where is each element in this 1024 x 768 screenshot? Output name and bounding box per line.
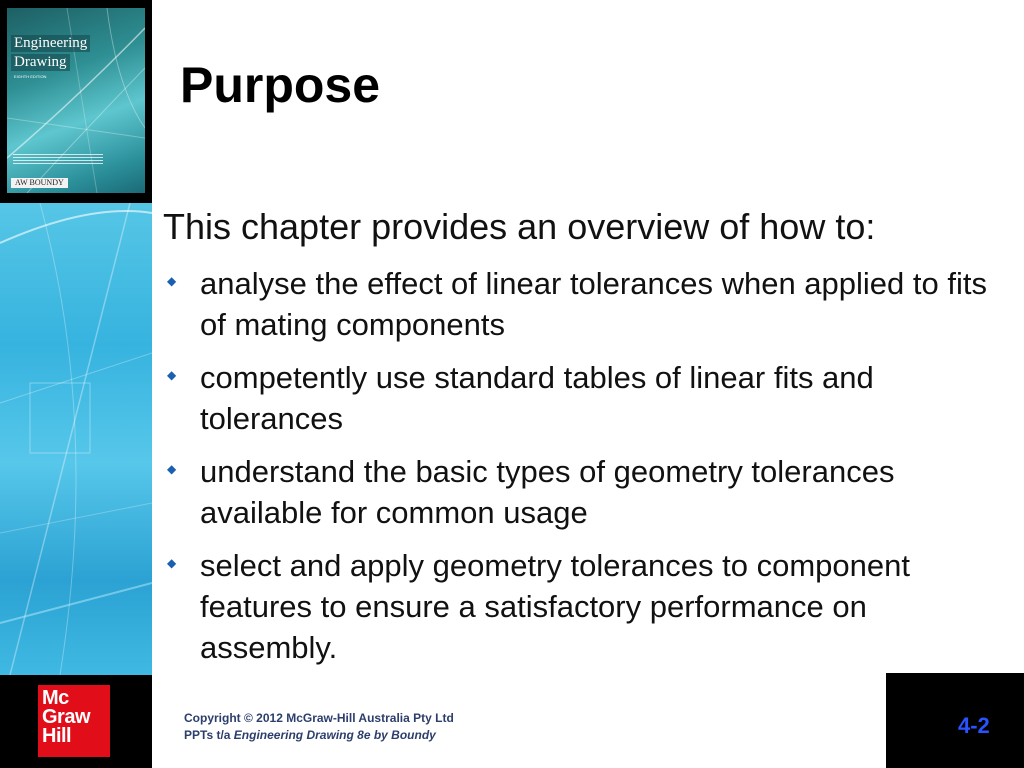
bullet-text: select and apply geometry tolerances to component features to ensure a satisfactory performance on assembly. <box>200 548 910 665</box>
bullet-text: understand the basic types of geometry tolerances available for common usage <box>200 454 895 530</box>
ppts-line <box>184 727 454 744</box>
book-cover-image <box>7 8 145 193</box>
ppts-prefix: PPTs t/a <box>184 728 234 742</box>
ppts-title: Engineering Drawing 8e by Boundy <box>233 728 436 742</box>
mcgraw-hill-logo <box>38 685 110 757</box>
bullet-item <box>163 545 1008 668</box>
bullet-item <box>163 263 1008 345</box>
cover-author: AW BOUNDY <box>11 178 68 188</box>
page-number-box <box>886 673 1024 768</box>
logo-line-graw: Graw <box>42 706 91 728</box>
bullet-text: analyse the effect of linear tolerances when applied to fits of mating components <box>200 266 987 342</box>
blue-art-lines <box>0 203 152 675</box>
slide-title: Purpose <box>180 57 381 113</box>
blue-decorative-art <box>0 203 152 675</box>
cover-edition: EIGHTH EDITION <box>14 74 47 79</box>
bullet-item <box>163 357 1008 439</box>
footer-copyright <box>184 710 454 744</box>
diamond-bullet-icon: ◆ <box>167 556 177 570</box>
logo-line-hill: Hill <box>42 725 72 747</box>
bullet-list <box>163 263 1008 680</box>
bullet-item <box>163 451 1008 533</box>
diamond-bullet-icon: ◆ <box>167 368 177 382</box>
slide-intro: This chapter provides an overview of how to: <box>163 206 876 247</box>
left-decorative-panel <box>0 0 152 675</box>
bullet-text: competently use standard tables of linear fits and tolerances <box>200 360 874 436</box>
page-number: 4-2 <box>958 713 990 738</box>
diamond-bullet-icon: ◆ <box>167 462 177 476</box>
logo-line-mc: Mc <box>42 687 69 709</box>
diamond-bullet-icon: ◆ <box>167 274 177 288</box>
cover-title-line2: Drawing <box>11 54 70 71</box>
cover-blurb-text <box>13 154 103 166</box>
cover-title-line1: Engineering <box>11 35 90 52</box>
copyright-line: Copyright © 2012 McGraw-Hill Australia Pty Ltd <box>184 711 454 725</box>
